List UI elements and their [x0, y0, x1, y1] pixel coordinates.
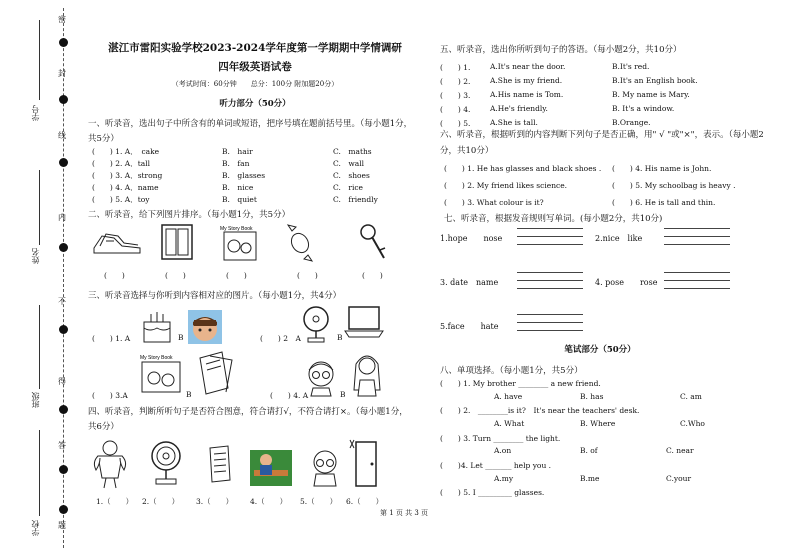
s8-q1-c[interactable]: C. am [680, 392, 702, 401]
q5-stem[interactable]: ( ) 5. A．toy [92, 195, 150, 204]
write-line[interactable] [517, 314, 583, 315]
cake-icon [140, 308, 174, 344]
q2-option-c: C. wall [333, 159, 365, 168]
s5-q3-b: B. My name is Mary. [612, 90, 690, 99]
listening-title: 听力部分（50分） [219, 99, 291, 109]
binding-hole [59, 505, 68, 514]
q1-stem[interactable]: ( ) 1. A． cake [92, 147, 160, 156]
class-line[interactable] [39, 305, 40, 389]
s3-q4[interactable]: ( ) 4. A [270, 391, 309, 400]
binding-hole [59, 158, 68, 167]
q2-option-b: B. fan [222, 159, 250, 168]
student-id-line[interactable] [39, 20, 40, 100]
write-line[interactable] [517, 288, 583, 289]
s6-q2[interactable]: ( ) 2. My friend likes science. [444, 181, 568, 190]
strong-man-icon [92, 438, 128, 488]
binding-margin [0, 0, 80, 550]
boy-glasses-icon [310, 448, 340, 488]
s5-q4-a: A.He's friendly. [490, 104, 548, 113]
binding-hole [59, 38, 68, 47]
book-label: My Story Book [220, 226, 253, 232]
s8-q4[interactable]: ( )4. Let _______ help you . [440, 461, 552, 470]
boy-at-desk-icon [250, 450, 292, 486]
section-7-heading: 七、听录音，根据发音规则写单词。(每小题2分，共10分) [444, 214, 663, 224]
s8-q3-b[interactable]: B. of [580, 446, 598, 455]
written-title: 笔试部分（50分） [564, 345, 636, 355]
section-4-heading: 四、听录音，判断所听句子是否符合图意，符合请打√，不符合请打×。（每小题1分， [88, 407, 408, 417]
key-icon [358, 222, 388, 262]
s4-q1[interactable]: 1.（ ） [96, 497, 134, 506]
girl-long-hair-icon [350, 350, 384, 398]
write-line[interactable] [664, 288, 730, 289]
s4-q3[interactable]: 3.（ ） [196, 497, 234, 506]
s6-q6[interactable]: ( ) 6. He is tall and thin. [612, 198, 716, 207]
s5-q2[interactable]: ( ) 2. [440, 77, 471, 86]
q3-option-b: B. glasses [222, 171, 266, 180]
exam-title: 湛江市雷阳实验学校2023-2024学年度第一学期期中学情调研 [108, 42, 402, 54]
section-6-heading-2: 分，共10分） [440, 146, 494, 156]
write-line[interactable] [664, 228, 730, 229]
s8-q3[interactable]: ( ) 3. Turn ________ the light. [440, 434, 561, 443]
write-line[interactable] [664, 280, 730, 281]
s8-q4-a[interactable]: A.my [494, 474, 514, 483]
s5-q1[interactable]: ( ) 1. [440, 63, 471, 72]
q5-option-c: C. friendly [333, 195, 378, 204]
s5-q5-b: B.Orange. [612, 118, 651, 127]
s4-q4[interactable]: 4.（ ） [250, 497, 288, 506]
s7-q1: 1.hope nose [440, 234, 503, 243]
s5-q4-b: B. It's a window. [612, 104, 675, 113]
s5-q2-a: A.She is my friend. [490, 76, 563, 85]
class-label: 班级 [31, 392, 40, 408]
q4-option-c: C. rice [333, 183, 363, 192]
student-id-label: 学号 [31, 105, 40, 121]
order-bracket[interactable]: ( ) [226, 271, 247, 280]
binding-hole [59, 325, 68, 334]
shoes-icon [92, 228, 142, 256]
s8-q1-a[interactable]: A. have [494, 392, 523, 401]
q2-stem[interactable]: ( ) 2. A．tall [92, 159, 150, 168]
seal-char: 线 [58, 131, 66, 140]
window-icon [160, 223, 194, 261]
write-line[interactable] [517, 228, 583, 229]
boy-face-icon [188, 310, 222, 344]
s6-q4[interactable]: ( ) 4. His name is John. [612, 164, 712, 173]
s4-q5[interactable]: 5.（ ） [300, 497, 338, 506]
s7-q4: 4. pose rose [595, 278, 658, 287]
q5-option-b: B. quiet [222, 195, 257, 204]
s3-q1-b[interactable]: B [178, 333, 184, 342]
write-line[interactable] [517, 244, 583, 245]
s5-q3-a: A.His name is Tom. [490, 90, 564, 99]
section-8-heading: 八、单项选择。（每小题1分，共5分） [440, 366, 583, 376]
seal-char: 答 [58, 441, 66, 450]
exam-subtitle: 四年级英语试卷 [218, 61, 292, 73]
seal-char: 封 [58, 69, 66, 78]
s8-q1[interactable]: ( ) 1. My brother ________ a new friend. [440, 379, 601, 388]
section-5-heading: 五、听录音，选出你所听到句子的答语。（每小题2分，共10分） [440, 45, 682, 55]
section-4-heading-2: 共6分） [88, 422, 119, 432]
school-label: 学校 [31, 520, 40, 536]
binding-hole [59, 465, 68, 474]
s6-q1[interactable]: ( ) 1. He has glasses and black shoes . [444, 164, 602, 173]
q1-option-c: C. maths [333, 147, 372, 156]
name-line[interactable] [39, 170, 40, 245]
order-bracket[interactable]: ( ) [104, 271, 125, 280]
s3-q2[interactable]: ( ) 2 A [260, 334, 301, 343]
exam-info: （考试时间：60分钟 总分：100分 附加题20分） [171, 80, 339, 88]
write-line[interactable] [517, 330, 583, 331]
q4-option-b: B. nice [222, 183, 254, 192]
write-line[interactable] [517, 280, 583, 281]
seal-char: 内 [58, 213, 66, 222]
story-book-icon [218, 222, 260, 262]
binding-hole [59, 405, 68, 414]
s3-q3[interactable]: ( ) 3.A [92, 391, 128, 400]
seal-char: 密 [58, 15, 66, 24]
s8-q1-b[interactable]: B. has [580, 392, 604, 401]
s4-q6[interactable]: 6.（ ） [346, 497, 384, 506]
seal-char: 题 [58, 521, 66, 530]
s3-q2-b[interactable]: B [337, 333, 343, 342]
section-1-heading-2: 共5分） [88, 134, 119, 144]
s8-q2-a[interactable]: A. What [494, 419, 525, 428]
s5-q5[interactable]: ( ) 5. [440, 119, 471, 128]
section-6-heading: 六、听录音，根据听到的内容判断下列句子是否正确，用" √ "或"×"，表示。（每小题2 [440, 130, 764, 140]
s7-q2: 2.nice like [595, 234, 643, 243]
section-3-heading: 三、听录音选择与你听到内容相对应的图片。（每小题1分，共4分） [88, 291, 342, 301]
s7-q3: 3. date name [440, 278, 499, 287]
q1-option-b: B. hair [222, 147, 253, 156]
s8-q2-b[interactable]: B. Where [580, 419, 616, 428]
story-book-picture-icon [138, 352, 184, 396]
laptop-icon [343, 305, 385, 341]
s8-q5[interactable]: ( ) 5. I _________ glasses. [440, 488, 545, 497]
order-bracket[interactable]: ( ) [362, 271, 383, 280]
binding-hole [59, 95, 68, 104]
write-line[interactable] [517, 272, 583, 273]
door-icon [350, 438, 382, 488]
fan-icon [300, 305, 332, 343]
s5-q2-b: B.It's an English book. [612, 76, 698, 85]
write-line[interactable] [664, 244, 730, 245]
section-2-heading: 二、听录音，给下列图片排序。（每小题1分，共5分） [88, 210, 291, 220]
binding-hole [59, 243, 68, 252]
notebook-icon [206, 444, 234, 484]
s5-q3[interactable]: ( ) 3. [440, 91, 471, 100]
s8-q2-c[interactable]: C.Who [680, 419, 705, 428]
candy-icon [286, 223, 314, 263]
s5-q1-b: B.It's red. [612, 62, 650, 71]
s8-q2[interactable]: ( ) 2. ________is it? It's near the teachers' desk. [440, 406, 640, 415]
q3-stem[interactable]: ( ) 3. A．strong [92, 171, 163, 180]
section-1-heading: 一、听录音，选出句子中所含有的单词或短语，把序号填在题前括号里。（每小题1分， [88, 119, 413, 129]
write-line[interactable] [664, 236, 730, 237]
s7-q5: 5.face hate [440, 322, 499, 331]
s3-q4-b[interactable]: B [340, 390, 346, 399]
write-line[interactable] [664, 272, 730, 273]
q3-option-c: C. shoes [333, 171, 370, 180]
s6-q3[interactable]: ( ) 3. What colour is it? [444, 198, 544, 207]
s4-q2[interactable]: 2.（ ） [142, 497, 180, 506]
s8-q3-a[interactable]: A.on [494, 446, 512, 455]
s5-q1-a: A.It's near the door. [490, 62, 566, 71]
s8-q3-c[interactable]: C. near [666, 446, 694, 455]
write-line[interactable] [517, 322, 583, 323]
s8-q4-c[interactable]: C.your [666, 474, 692, 483]
page-number: 第 1 页 共 3 页 [380, 509, 429, 517]
books-icon [196, 350, 236, 396]
school-line[interactable] [39, 430, 40, 516]
seal-char: 不 [58, 297, 66, 306]
electric-fan-icon [148, 440, 184, 486]
order-bracket[interactable]: ( ) [297, 271, 318, 280]
s6-q5[interactable]: ( ) 5. My schoolbag is heavy . [612, 181, 736, 190]
s3-q1[interactable]: ( ) 1. A [92, 334, 131, 343]
book-label: My Story Book [140, 355, 173, 361]
write-line[interactable] [517, 236, 583, 237]
s3-q3-b[interactable]: B [186, 390, 192, 399]
name-label: 姓名 [31, 248, 40, 264]
seal-char: 得 [58, 377, 66, 386]
s5-q4[interactable]: ( ) 4. [440, 105, 471, 114]
s8-q4-b[interactable]: B.me [580, 474, 600, 483]
q4-stem[interactable]: ( ) 4. A．name [92, 183, 159, 192]
girl-glasses-icon [305, 358, 337, 396]
s5-q5-a: A.She is tall. [490, 118, 538, 127]
order-bracket[interactable]: ( ) [165, 271, 186, 280]
